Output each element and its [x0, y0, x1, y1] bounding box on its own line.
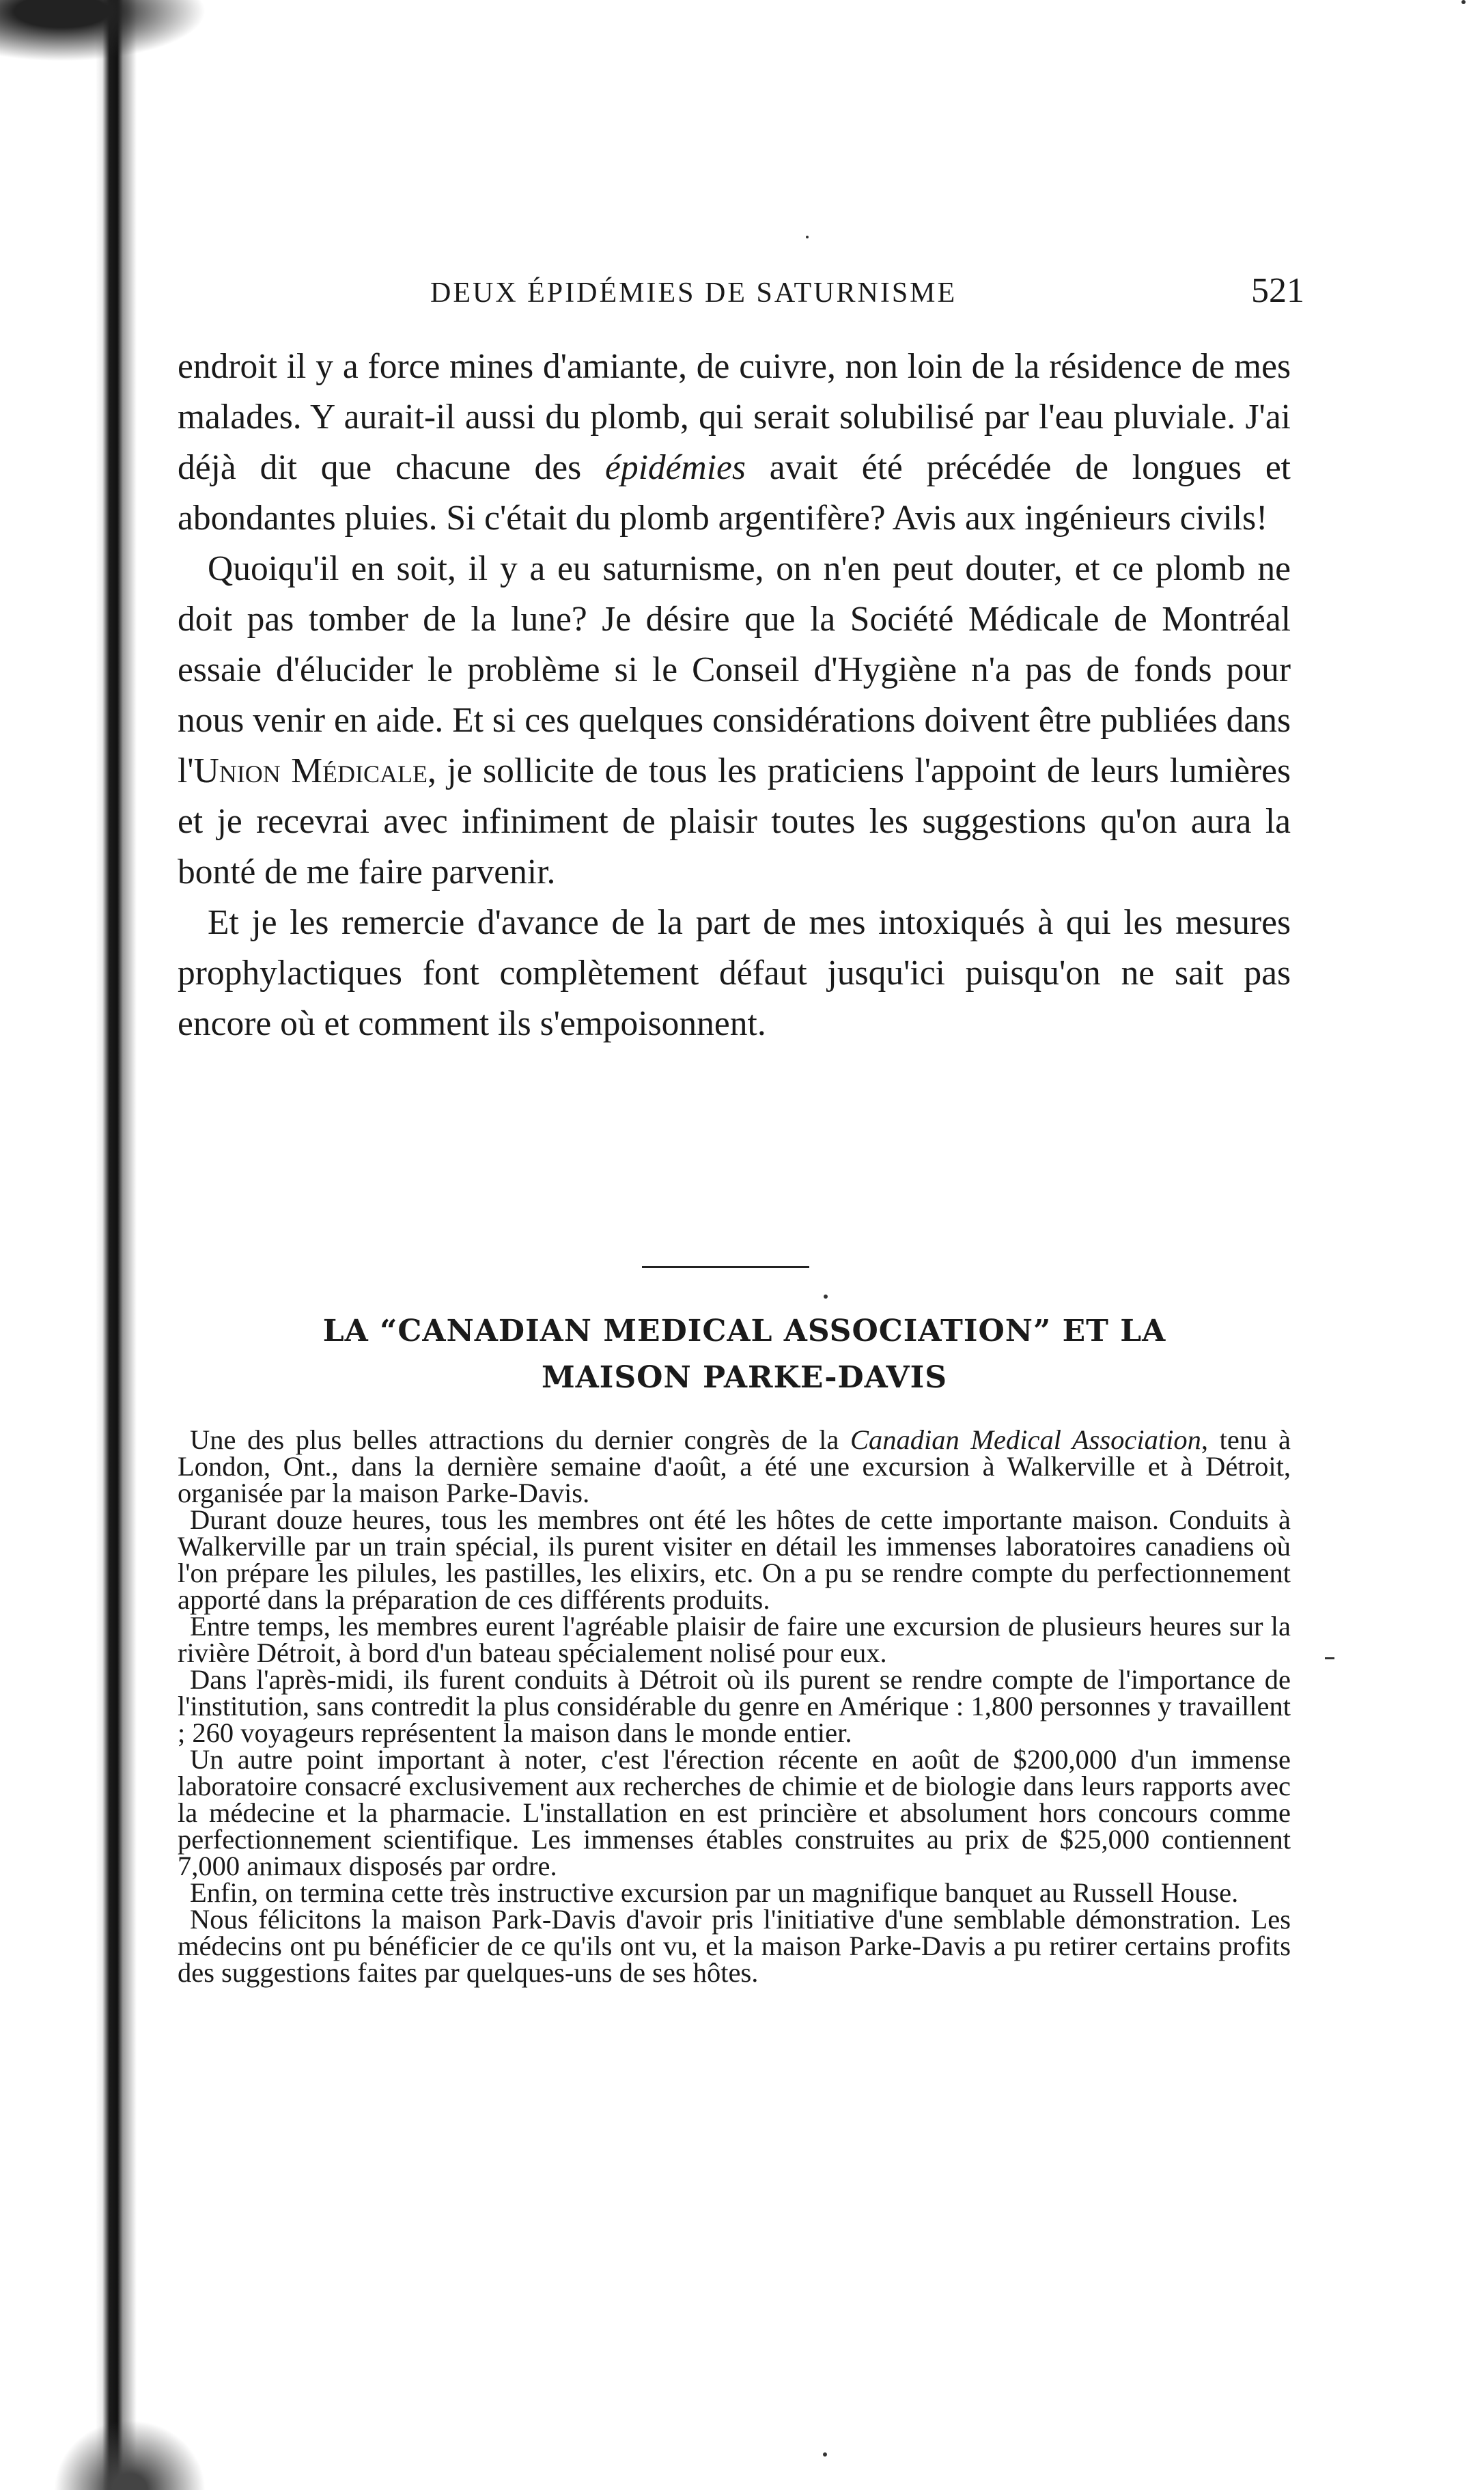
article-paragraph: Une des plus belles attractions du dernier congrès de la Canadian Medical Association, tenu à London, Ont., dans la dernière semaine d'août, a été une excursion à Walkerville et à Détroit, organisée par la maison Parke-Davis.	[178, 1424, 1291, 1508]
paragraph: Quoiqu'il en soit, il y a eu saturnisme, on n'en peut douter, et ce plomb ne doit pas tomber de la lune? Je désire que la Société Médicale de Montréal essaie d'élucider le problème si le Conseil d'Hygiène n'a pas de fonds pour nous venir en aide. Et si ces quelques considérations doivent être publiées dans l'Union Médicale, je sollicite de tous les praticiens l'appoint de leurs lumières et je recevrai avec infiniment de plaisir toutes les suggestions qu'on aura la bonté de me faire parvenir.	[178, 549, 1291, 891]
article-paragraph: Nous félicitons la maison Park-Davis d'avoir pris l'initiative d'une semblable démonstration. Les médecins ont pu bénéficier de ce qu'ils ont vu, et la maison Parke-Davis a pu retirer certains profits des suggestions faites par quelques-uns de ses hôtes.	[178, 1904, 1291, 1988]
page-number: 521	[1251, 271, 1304, 310]
article-text	[178, 1426, 1291, 1986]
section-title	[205, 1308, 1284, 1401]
body-text	[178, 342, 1291, 1049]
article-paragraph: Enfin, on termina cette très instructive excursion par un magnifique banquet au Russell House.	[190, 1877, 1239, 1908]
book-binding-edge	[0, 0, 137, 2490]
section-title-line: MAISON PARKE-DAVIS	[541, 1360, 948, 1395]
paragraph: Et je les remercie d'avance de la part de mes intoxiqués à qui les mesures prophylactiques font complètement défaut jusqu'ici puisqu'on ne sait pas encore où et comment ils s'empoisonnent.	[178, 903, 1291, 1043]
binding-top-stain	[0, 0, 246, 75]
article-paragraph: Entre temps, les membres eurent l'agréable plaisir de faire une excursion de plusieurs heures sur la rivière Détroit, à bord d'un bateau spécialement nolisé pour eux.	[178, 1611, 1291, 1668]
article-paragraph: Dans l'après-midi, ils furent conduits à Détroit où ils purent se rendre compte de l'importance de l'institution, sans contredit la plus considérable du genre en Amérique : 1,800 personnes y travaillent ; 260 voyageurs représentent la maison dans le monde entier.	[178, 1664, 1291, 1748]
journal-name: Union Médicale	[193, 751, 428, 790]
binding-bottom-stain	[41, 2408, 219, 2490]
scan-speck	[1461, 0, 1466, 4]
running-header: DEUX ÉPIDÉMIES DE SATURNISME	[430, 277, 957, 309]
paragraph: endroit il y a force mines d'amiante, de cuivre, non loin de la résidence de mes malades. Y aurait-il aussi du plomb, qui serait solubilisé par l'eau pluviale. J'ai déjà dit que chacune des épidémies avait été précédée de longues et abondantes pluies. Si c'était du plomb argentifère? Avis aux ingénieurs civils!	[178, 347, 1291, 538]
scan-speck	[824, 1295, 828, 1299]
article-paragraph: Un autre point important à noter, c'est l'érection récente en août de $200,000 d'un immense laboratoire consacré exclusivement aux recherches de chimie et de biologie dans leurs rapports avec la médecine et la pharmacie. L'installation en est princière et absolument hors concours comme perfectionnement scientifique. Les immenses étables construites au prix de $25,000 contiennent 7,000 animaux disposés par ordre.	[178, 1744, 1291, 1881]
scan-speck	[1325, 1657, 1334, 1659]
article-paragraph: Durant douze heures, tous les membres ont été les hôtes de cette importante maison. Conduits à Walkerville par un train spécial, ils purent visiter en détail les immenses laboratoires canadiens où l'on prépare les pilules, les pastilles, les elixirs, etc. On a pu se rendre compte du perfectionnement apporté dans la préparation de ces différents produits.	[178, 1504, 1291, 1615]
scan-speck	[806, 236, 809, 238]
section-title-line: LA “CANADIAN MEDICAL ASSOCIATION” ET LA	[322, 1314, 1166, 1348]
scan-speck	[823, 2452, 827, 2457]
italic-name: Canadian Medical Association	[850, 1424, 1201, 1455]
section-divider	[642, 1266, 809, 1268]
italic-word: épidémies	[605, 448, 746, 487]
